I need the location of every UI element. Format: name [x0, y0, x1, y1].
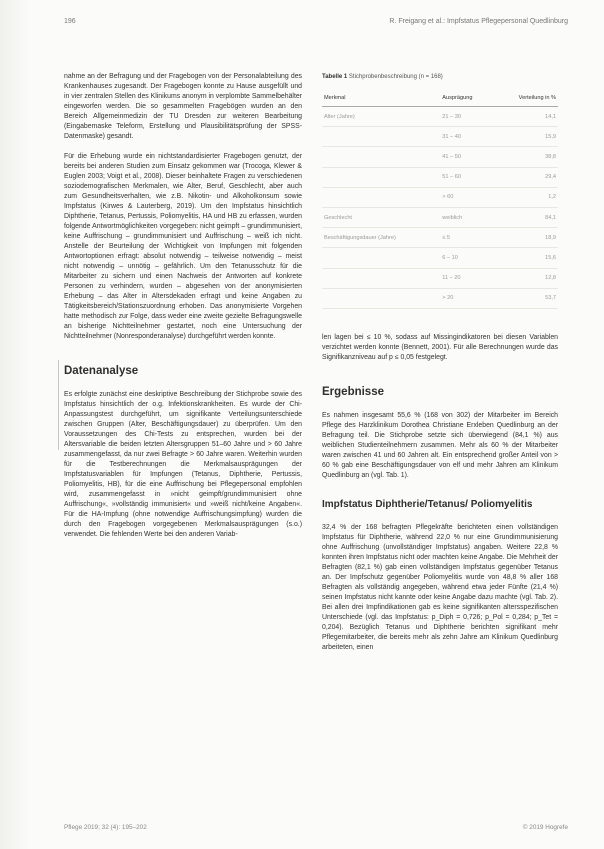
table-header: Verteilung in %	[494, 90, 558, 107]
margin-mark	[58, 360, 62, 450]
table-cell: 21 – 30	[440, 107, 493, 127]
table-row	[322, 167, 558, 187]
table-cell: ≤ 5	[440, 228, 493, 248]
table-row	[322, 288, 558, 308]
subsection-heading-impfstatus: Impfstatus Diphtherie/Tetanus/ Poliomyelitis	[322, 498, 533, 510]
table-row	[322, 268, 558, 288]
table-cell: 41 – 50	[440, 147, 493, 167]
sample-table	[322, 90, 558, 309]
body-paragraph: nahme an der Befragung und der Fragebogen von der Personalabteilung des Krankenhauses zugesandt. Der Fragebogen konnte zu Hause ausgefüllt und in vier zentralen Stellen des Klinikums anonym in verplombte Sammelbehälter eingeworfen werden. Die so gesammelten Fragebögen wurden an den Bereich Allgemeinmedizin der TU Dresden zur weiteren Bearbeitung (Eingabemaske Teleform, Erstellung und Plausibilitätsprüfung der SPSS-Datenmaske) gesandt.	[64, 73, 302, 140]
right-column	[322, 72, 558, 663]
table-row	[322, 187, 558, 207]
section-heading-ergebnisse: Ergebnisse	[322, 385, 384, 398]
table-cell: Geschlecht	[322, 207, 440, 227]
body-paragraph: 32,4 % der 168 befragten Pflegekräfte berichteten einen vollständigen Impfstatus für Diphtherie, während 22,0 % nur eine Grundimmunisierung ohne Auffrischung (unvollständiger Impfstatus) angaben. Weitere 22,8 % konnten ihren Impfstatus nicht oder machten keine Angabe. Die Mehrheit der Befragten (82,1 %) gab einen vollständigen Impfstatus gegenüber Tetanus an. Der Impfschutz gegenüber Poliomyelitis wurde von 48,8 % aller 168 Befragten als vollständig angegeben, während etwa jeder Fünfte (21,4 %) seinen Impfstatus nicht kannte oder keine Angabe dazu machte (vgl. Tab. 2). Bei allen drei Impfindikationen gab es keine signifikanten altersspezifischen Unterschiede (vgl. das Impfstatus: p_Diph = 0,726; p_Pol = 0,284; p_Tet = 0,204). Bezüglich Tetanus und Diphtherie berichten signifikant mehr Pflegemitarbeiter, die bereits mehr als zehn Jahre am Klinikum Quedlinburg arbeiteten, einen	[322, 523, 558, 651]
table-cell: 18,9	[494, 228, 558, 248]
table-row	[322, 248, 558, 268]
body-paragraph: Es nahmen insgesamt 55,6 % (168 von 302) der Mitarbeiter im Bereich Pflege des Harzklinikum Dorothea Christiane Erxleben Quedlinburg an der Befragung teil. Die Stichprobe setzte sich überwiegend (84,1 %) aus weiblichen Studienteilnehmern zusammen. Mehr als 60 % der Mitarbeiter waren zwischen 41 und 60 Jahren alt. Ein entsprechend großer Anteil von > 60 % gab eine Beschäftigungsdauer von elf und mehr Jahren am Klinikum Quedlinburg an (vgl. Tab. 1).	[322, 411, 558, 479]
table-cell: 14,1	[494, 107, 558, 127]
table-cell: 29,4	[494, 167, 558, 187]
table-row	[322, 127, 558, 147]
table-cell: > 60	[440, 187, 493, 207]
table-cell: 6 – 10	[440, 248, 493, 268]
footer-publisher: © 2019 Hogrefe	[522, 824, 568, 831]
table-cell	[322, 167, 440, 187]
table-caption	[322, 72, 558, 82]
table-cell: 15,9	[494, 127, 558, 147]
table-header: Merkmal	[322, 90, 440, 107]
table-cell: 12,8	[494, 268, 558, 288]
table-cell: 15,6	[494, 248, 558, 268]
table-cell	[322, 147, 440, 167]
table-cell: weiblich	[440, 207, 493, 227]
table-cell: 51 – 60	[440, 167, 493, 187]
page-number: 196	[64, 17, 76, 25]
table-cell: 31 – 40	[440, 127, 493, 147]
table-cell	[322, 187, 440, 207]
table-row	[322, 207, 558, 227]
left-column	[64, 72, 302, 550]
running-title: R. Freigang et al.: Impfstatus Pflegepersonal Quedlinburg	[389, 17, 568, 25]
table-cell	[322, 268, 440, 288]
table-cell	[322, 288, 440, 308]
table-cell: Beschäftigungsdauer (Jahre)	[322, 228, 440, 248]
body-paragraph: len lagen bei ≤ 10 %, sodass auf Missingindikatoren bei diesen Variablen verzichtet werden konnte (Bennett, 2001). Für alle Berechnungen wurde das Signifikanzniveau auf p ≤ 0,05 festgelegt.	[322, 333, 558, 361]
table-row	[322, 228, 558, 248]
table-cell	[322, 248, 440, 268]
running-head	[64, 14, 568, 28]
table-cell	[322, 127, 440, 147]
table-cell: 38,8	[494, 147, 558, 167]
table-cell: 84,1	[494, 207, 558, 227]
section-heading-datenanalyse: Datenanalyse	[64, 365, 139, 377]
table-cell: 1,2	[494, 187, 558, 207]
table-cell: Alter (Jahre)	[322, 107, 440, 127]
body-paragraph: Es erfolgte zunächst eine deskriptive Beschreibung der Stichprobe sowie des Impfstatus hinsichtlich der o.g. Infektionskrankheiten. Es wurde der Chi-Anpassungstest durchgeführt, um signifikante Verteilungsunterschiede zwischen Gruppen (Alter, Beschäftigungsdauer) zu überprüfen. Um den Voraussetzungen des Chi-Tests zu entsprechen, wurden bei der Altersvariable die beiden letzten Altersgruppen 51–60 Jahre und > 60 Jahre zusammengefasst, da nur zwei Befragte > 60 Jahre waren. Weiterhin wurden für die Testberechnungen die Merkmalsausprägungen der Impfstatusvariablen für Impfungen (Tetanus, Diphtherie, Pertussis, Poliomyelitis, HB), für die eine Auffrischung bei Pflegepersonal empfohlen wird, zusammengefasst in »nicht geimpft/grundimmunisiert ohne Auffrischung«, »vollständig immunisiert« und »weiß nicht/keine Angaben«. Für die HA-Impfung (ohne notwendige Auffrischungsimpfung) wurden die durch den Fragebogen vorgegebenen Merkmalsausprägungen (s.o.) verwendet. Die fehlenden Werte bei den anderen Variab-	[64, 391, 302, 538]
footer-citation: Pflege 2019; 32 (4): 195–202	[64, 824, 147, 831]
table-caption-text: Stichprobenbeschreibung (n = 168)	[348, 74, 443, 80]
table-cell: 53,7	[494, 288, 558, 308]
table-row	[322, 107, 558, 127]
table-cell: > 20	[440, 288, 493, 308]
table-header: Ausprägung	[440, 90, 493, 107]
table-cell: 11 – 20	[440, 268, 493, 288]
body-paragraph: Für die Erhebung wurde ein nichtstandardisierter Fragebogen genutzt, der bereits bei anderen Studien zum Einsatz gekommen war (Trocoga, Klewer & Euglen 2003; Voigt et al., 2008). Dieser beinhaltete Fragen zu verschiedenen soziodemografischen Merkmalen, wie Alter, Beruf, Geschlecht, aber auch zum Gesundheitsverhalten, wie z.B. Nikotin- und Alkoholkonsum sowie Impfstatus (Kirwes & Lauterberg, 2019). Um den Impfstatus hinsichtlich Diphtherie, Tetanus, Pertussis, Poliomyelitis, HA und HB zu erfassen, wurden folgende Antwortmöglichkeiten vorgegeben: nicht geimpft – grundimmunisiert, keine Auffrischung – grundimmunisiert und Auffrischung – weiß ich nicht. Anstelle der Beurteilung der Wichtigkeit von Impfungen mit folgenden Antwortoptionen erfragt: absolut notwendig – teilweise notwendig – meist nicht notwendig – unnötig – gefährlich. Um den Tetanusschutz für die Mitarbeiter zu sichern und einen Nachweis der Antworten auf konkrete Personen zu verhindern, wurden – abgesehen von der anonymisierten Erhebung – das Alter in Altersdekaden erfragt und keine Angaben zu Tätigkeitsbereich/Stationszuordnung erhoben. Das anonymisierte Vorgehen hatte methodisch zur Folge, dass weder eine zweite gezielte Befragungswelle an bisherige Nichtteilnehmer gestartet, noch eine Untersuchung der Nichtteilnehmer (Nonresponderanalyse) durchgeführt werden konnte.	[64, 153, 302, 340]
table-caption-label: Tabelle 1	[322, 74, 348, 80]
table-row	[322, 147, 558, 167]
page-footer	[64, 824, 568, 831]
